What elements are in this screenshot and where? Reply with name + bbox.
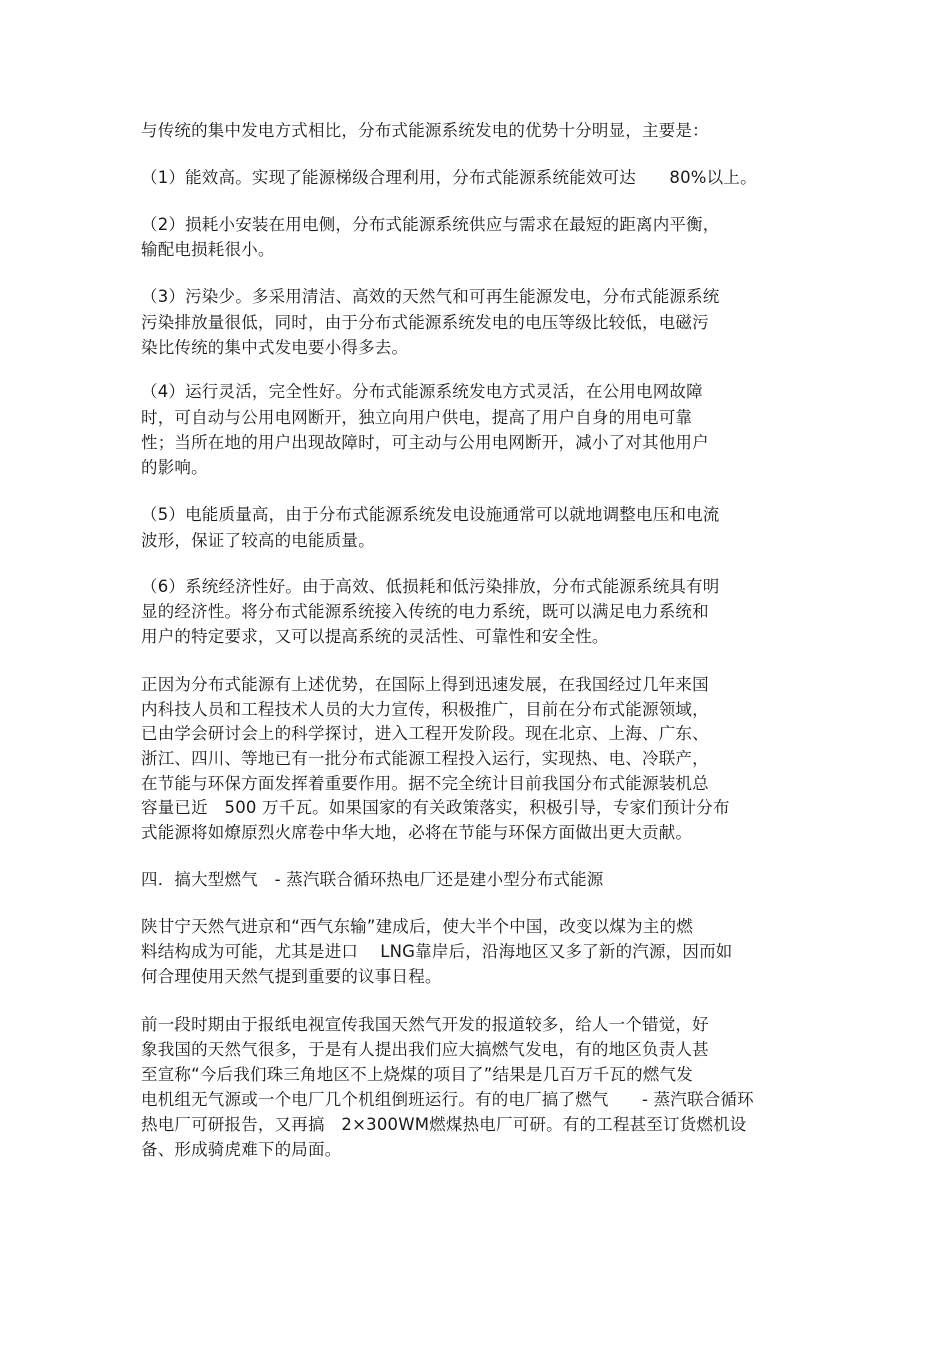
text-line: 前一段时期由于报纸电视宣传我国天然气开发的报道较多，给人一个错觉，好 <box>141 1015 709 1034</box>
text-line: 热电厂可研报告，又再搞 2×300WM燃煤热电厂可研。有的工程甚至订货燃机设 <box>141 1115 747 1134</box>
text-line: 波形，保证了较高的电能质量。 <box>141 531 375 550</box>
text-line: 至宣称“今后我们珠三角地区不上烧煤的项目了”结果是几百万千瓦的燃气发 <box>141 1065 693 1084</box>
text-line: 正因为分布式能源有上述优势，在国际上得到迅速发展，在我国经过几年来国 <box>141 675 709 694</box>
text-line: （6）系统经济性好。由于高效、低损耗和低污染排放，分布式能源系统具有明 <box>141 577 720 596</box>
text-line: （5）电能质量高，由于分布式能源系统发电设施通常可以就地调整电压和电流 <box>141 505 720 524</box>
text-line: 与传统的集中发电方式相比，分布式能源系统发电的优势十分明显，主要是： <box>141 121 709 140</box>
text-line: 污染排放量很低，同时，由于分布式能源系统发电的电压等级比较低，电磁污 <box>141 313 709 332</box>
text-line: 的影响。 <box>141 458 208 477</box>
text-line: 浙江、四川、等地已有一批分布式能源工程投入运行，实现热、电、冷联产， <box>141 749 709 768</box>
text-line: （4）运行灵活，完全性好。分布式能源系统发电方式灵活，在公用电网故障 <box>141 382 703 401</box>
text-line: （2）损耗小安装在用电侧，分布式能源系统供应与需求在最短的距离内平衡， <box>141 215 720 234</box>
text-line: 性；当所在地的用户出现故障时，可主动与公用电网断开，减小了对其他用户 <box>141 433 709 452</box>
text-line: （3）污染少。多采用清洁、高效的天然气和可再生能源发电，分布式能源系统 <box>141 287 720 306</box>
text-line: 染比传统的集中式发电要小得多去。 <box>141 338 409 357</box>
text-line: 时，可自动与公用电网断开，独立向用户供电，提高了用户自身的用电可靠 <box>141 408 693 427</box>
text-line: 容量已近 500 万千瓦。如果国家的有关政策落实，积极引导，专家们预计分布 <box>141 798 730 817</box>
text-line: 备、形成骑虎难下的局面。 <box>141 1140 342 1159</box>
text-line: 式能源将如燎原烈火席卷中华大地，必将在节能与环保方面做出更大贡献。 <box>141 823 693 842</box>
text-line: 陕甘宁天然气进京和“西气东输”建成后，使大半个中国，改变以煤为主的燃 <box>141 917 693 936</box>
text-line: 在节能与环保方面发挥着重要作用。据不完全统计目前我国分布式能源装机总 <box>141 774 709 793</box>
text-line: 显的经济性。将分布式能源系统接入传统的电力系统，既可以满足电力系统和 <box>141 602 709 621</box>
text-line: 已由学会研讨会上的科学探讨，进入工程开发阶段。现在北京、上海、广东、 <box>141 724 709 743</box>
text-line: （1）能效高。实现了能源梯级合理利用，分布式能源系统能效可达 80%以上。 <box>141 168 757 187</box>
text-line: 何合理使用天然气提到重要的议事日程。 <box>141 967 442 986</box>
text-line: 四．搞大型燃气 - 蒸汽联合循环热电厂还是建小型分布式能源 <box>141 870 604 889</box>
text-line: 电机组无气源或一个电厂几个机组倒班运行。有的电厂搞了燃气 - 蒸汽联合循环 <box>141 1090 754 1109</box>
text-line: 内科技人员和工程技术人员的大力宣传，积极推广，目前在分布式能源领域， <box>141 700 709 719</box>
text-line: 输配电损耗很小。 <box>141 240 275 259</box>
text-line: 料结构成为可能，尤其是进口 LNG靠岸后，沿海地区又多了新的汽源，因而如 <box>141 942 733 961</box>
text-line: 用户的特定要求，又可以提高系统的灵活性、可靠性和安全性。 <box>141 627 609 646</box>
text-line: 象我国的天然气很多，于是有人提出我们应大搞燃气发电，有的地区负责人甚 <box>141 1040 709 1059</box>
